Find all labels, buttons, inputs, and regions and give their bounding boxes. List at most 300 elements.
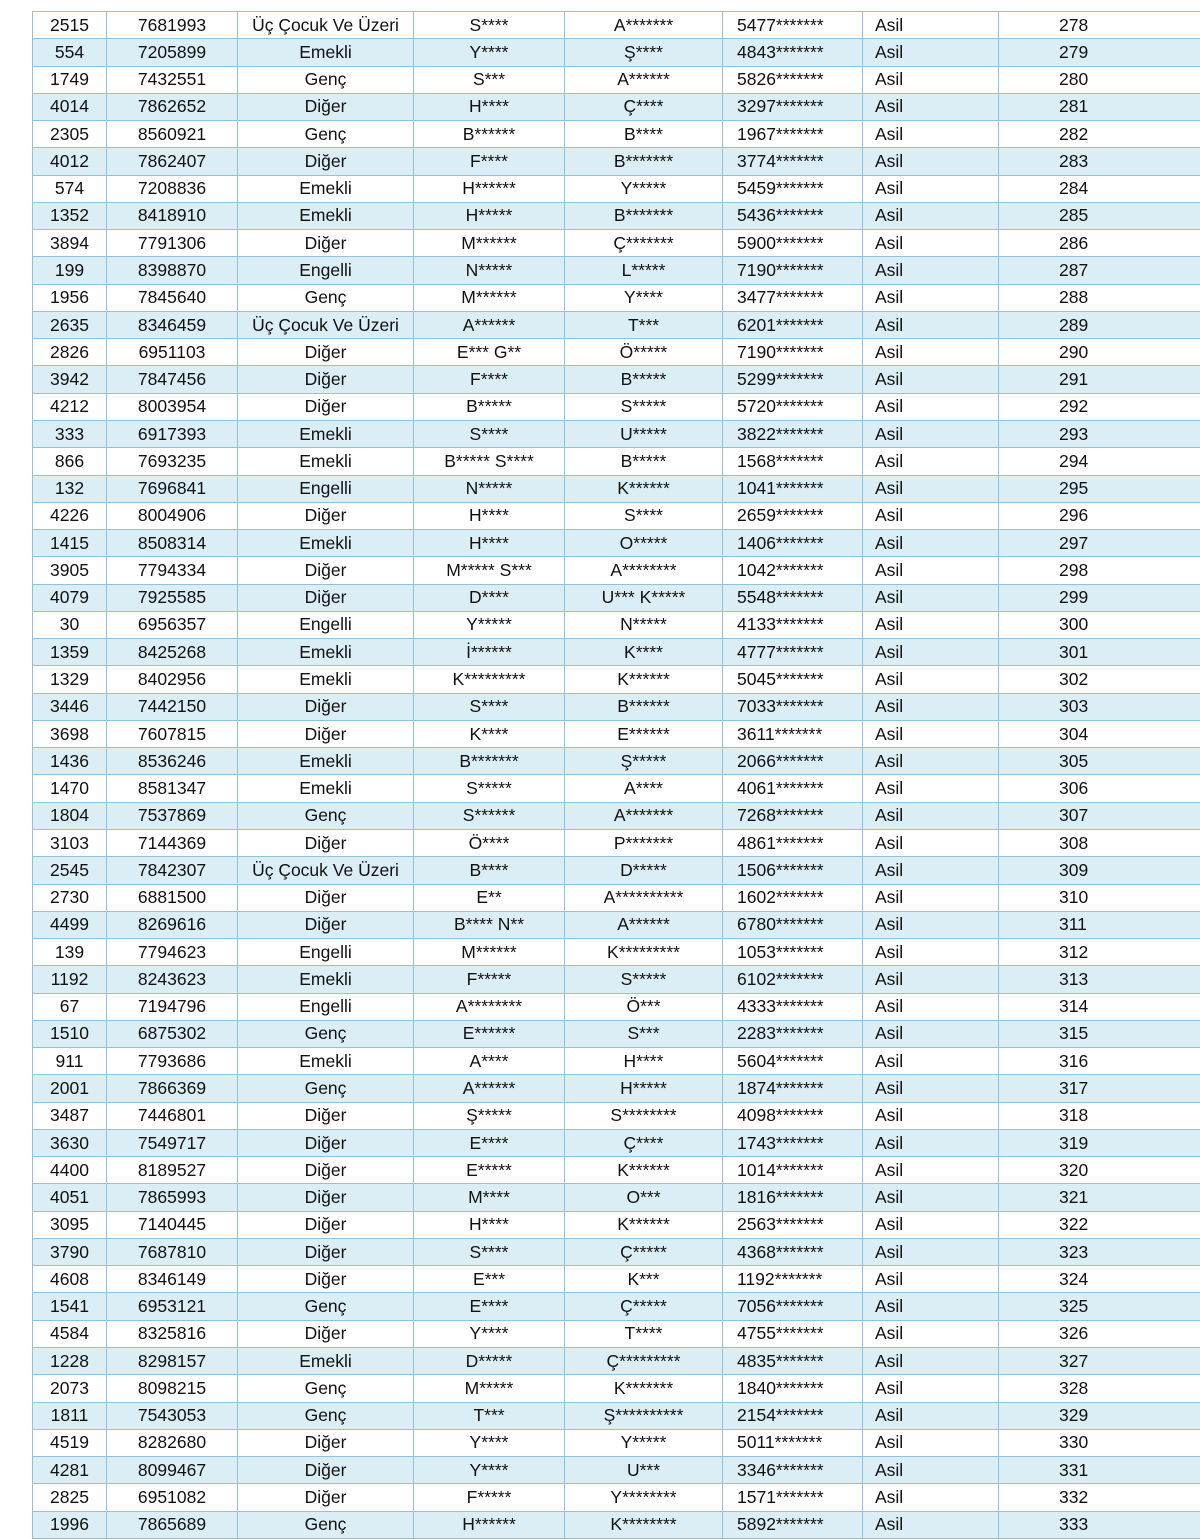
tc-no-cell: 7268******* xyxy=(723,802,863,829)
soyad-cell: U*** K***** xyxy=(565,584,723,611)
kategori-cell: Emekli xyxy=(238,448,414,475)
basvuru-no-cell: 8536246 xyxy=(107,748,238,775)
sonuc-sira-cell: 301 xyxy=(999,639,1200,666)
basvuru-no-cell: 7208836 xyxy=(107,175,238,202)
sonuc-sira-cell: 308 xyxy=(999,829,1200,856)
kategori-cell: Genç xyxy=(238,1511,414,1538)
table-row xyxy=(33,775,1200,802)
table-row xyxy=(33,393,1200,420)
sira-cell: 3790 xyxy=(33,1238,107,1265)
table-row xyxy=(33,121,1200,148)
sira-cell: 3894 xyxy=(33,230,107,257)
soyad-cell: B****** xyxy=(565,693,723,720)
kategori-cell: Emekli xyxy=(238,202,414,229)
kategori-cell: Diğer xyxy=(238,1129,414,1156)
sonuc-sira-cell: 298 xyxy=(999,557,1200,584)
sira-cell: 911 xyxy=(33,1048,107,1075)
kategori-cell: Diğer xyxy=(238,829,414,856)
tc-no-cell: 1571******* xyxy=(723,1484,863,1511)
table-row xyxy=(33,148,1200,175)
ad-cell: Ö**** xyxy=(414,829,565,856)
sonuc-sira-cell: 323 xyxy=(999,1238,1200,1265)
sonuc-sira-cell: 311 xyxy=(999,911,1200,938)
basvuru-no-cell: 7791306 xyxy=(107,230,238,257)
sira-cell: 4281 xyxy=(33,1457,107,1484)
sira-cell: 4400 xyxy=(33,1157,107,1184)
ad-cell: S*** xyxy=(414,66,565,93)
sira-cell: 2001 xyxy=(33,1075,107,1102)
sonuc-sira-cell: 278 xyxy=(999,12,1200,39)
sira-cell: 2515 xyxy=(33,12,107,39)
tc-no-cell: 1874******* xyxy=(723,1075,863,1102)
soyad-cell: P******* xyxy=(565,829,723,856)
table-row xyxy=(33,1429,1200,1456)
ad-cell: H**** xyxy=(414,502,565,529)
durum-cell: Asil xyxy=(863,1320,999,1347)
sonuc-sira-cell: 297 xyxy=(999,530,1200,557)
tc-no-cell: 1014******* xyxy=(723,1157,863,1184)
ad-cell: M****** xyxy=(414,230,565,257)
kategori-cell: Genç xyxy=(238,121,414,148)
sira-cell: 4212 xyxy=(33,393,107,420)
soyad-cell: Ş********** xyxy=(565,1402,723,1429)
sonuc-sira-cell: 294 xyxy=(999,448,1200,475)
durum-cell: Asil xyxy=(863,1020,999,1047)
durum-cell: Asil xyxy=(863,1266,999,1293)
ad-cell: H**** xyxy=(414,1211,565,1238)
basvuru-no-cell: 7687810 xyxy=(107,1238,238,1265)
kategori-cell: Diğer xyxy=(238,230,414,257)
soyad-cell: Ç**** xyxy=(565,1129,723,1156)
kategori-cell: Diğer xyxy=(238,93,414,120)
ad-cell: B**** N** xyxy=(414,911,565,938)
durum-cell: Asil xyxy=(863,1075,999,1102)
sira-cell: 1510 xyxy=(33,1020,107,1047)
ad-cell: M**** xyxy=(414,1184,565,1211)
sonuc-sira-cell: 319 xyxy=(999,1129,1200,1156)
durum-cell: Asil xyxy=(863,93,999,120)
kategori-cell: Üç Çocuk Ve Üzeri xyxy=(238,857,414,884)
tc-no-cell: 5604******* xyxy=(723,1048,863,1075)
basvuru-no-cell: 7681993 xyxy=(107,12,238,39)
ad-cell: H**** xyxy=(414,93,565,120)
soyad-cell: S***** xyxy=(565,393,723,420)
kategori-cell: Diğer xyxy=(238,1211,414,1238)
tc-no-cell: 5477******* xyxy=(723,12,863,39)
kategori-cell: Diğer xyxy=(238,1266,414,1293)
soyad-cell: S******** xyxy=(565,1102,723,1129)
soyad-cell: E****** xyxy=(565,720,723,747)
ad-cell: A****** xyxy=(414,311,565,338)
sira-cell: 554 xyxy=(33,39,107,66)
sonuc-sira-cell: 320 xyxy=(999,1157,1200,1184)
table-row xyxy=(33,39,1200,66)
kategori-cell: Engelli xyxy=(238,475,414,502)
sonuc-sira-cell: 286 xyxy=(999,230,1200,257)
ad-cell: K**** xyxy=(414,720,565,747)
kategori-cell: Emekli xyxy=(238,1048,414,1075)
table-row xyxy=(33,420,1200,447)
tc-no-cell: 2563******* xyxy=(723,1211,863,1238)
table-row xyxy=(33,1048,1200,1075)
soyad-cell: Ç********* xyxy=(565,1348,723,1375)
soyad-cell: H***** xyxy=(565,1075,723,1102)
ad-cell: H***** xyxy=(414,202,565,229)
sira-cell: 1192 xyxy=(33,966,107,993)
kategori-cell: Engelli xyxy=(238,993,414,1020)
soyad-cell: B***** xyxy=(565,366,723,393)
sira-cell: 3630 xyxy=(33,1129,107,1156)
basvuru-no-cell: 8581347 xyxy=(107,775,238,802)
soyad-cell: Ç***** xyxy=(565,1238,723,1265)
ad-cell: T*** xyxy=(414,1402,565,1429)
sira-cell: 2073 xyxy=(33,1375,107,1402)
sonuc-sira-cell: 317 xyxy=(999,1075,1200,1102)
tc-no-cell: 1506******* xyxy=(723,857,863,884)
basvuru-no-cell: 8098215 xyxy=(107,1375,238,1402)
sira-cell: 1541 xyxy=(33,1293,107,1320)
sira-cell: 3446 xyxy=(33,693,107,720)
durum-cell: Asil xyxy=(863,148,999,175)
ad-cell: Y**** xyxy=(414,1429,565,1456)
kategori-cell: Emekli xyxy=(238,420,414,447)
soyad-cell: K******** xyxy=(565,1511,723,1538)
sonuc-sira-cell: 284 xyxy=(999,175,1200,202)
durum-cell: Asil xyxy=(863,720,999,747)
basvuru-no-cell: 8346459 xyxy=(107,311,238,338)
table-row xyxy=(33,1020,1200,1047)
ad-cell: B**** xyxy=(414,857,565,884)
basvuru-no-cell: 7794623 xyxy=(107,939,238,966)
kategori-cell: Diğer xyxy=(238,1238,414,1265)
kategori-cell: Genç xyxy=(238,802,414,829)
durum-cell: Asil xyxy=(863,366,999,393)
tc-no-cell: 1041******* xyxy=(723,475,863,502)
kategori-cell: Emekli xyxy=(238,639,414,666)
sira-cell: 4014 xyxy=(33,93,107,120)
soyad-cell: U***** xyxy=(565,420,723,447)
soyad-cell: K****** xyxy=(565,1157,723,1184)
sonuc-sira-cell: 330 xyxy=(999,1429,1200,1456)
table-row xyxy=(33,857,1200,884)
basvuru-no-cell: 7696841 xyxy=(107,475,238,502)
sira-cell: 1436 xyxy=(33,748,107,775)
ad-cell: M****** xyxy=(414,284,565,311)
kategori-cell: Diğer xyxy=(238,1184,414,1211)
sonuc-sira-cell: 321 xyxy=(999,1184,1200,1211)
table-row xyxy=(33,1511,1200,1538)
tc-no-cell: 6780******* xyxy=(723,911,863,938)
basvuru-no-cell: 7862652 xyxy=(107,93,238,120)
sira-cell: 4584 xyxy=(33,1320,107,1347)
tc-no-cell: 5720******* xyxy=(723,393,863,420)
results-table xyxy=(32,11,1200,1539)
ad-cell: S****** xyxy=(414,802,565,829)
ad-cell: S**** xyxy=(414,693,565,720)
sonuc-sira-cell: 283 xyxy=(999,148,1200,175)
soyad-cell: S***** xyxy=(565,966,723,993)
sonuc-sira-cell: 331 xyxy=(999,1457,1200,1484)
sonuc-sira-cell: 316 xyxy=(999,1048,1200,1075)
sonuc-sira-cell: 300 xyxy=(999,611,1200,638)
sira-cell: 1804 xyxy=(33,802,107,829)
kategori-cell: Emekli xyxy=(238,1348,414,1375)
basvuru-no-cell: 8398870 xyxy=(107,257,238,284)
soyad-cell: S*** xyxy=(565,1020,723,1047)
durum-cell: Asil xyxy=(863,611,999,638)
soyad-cell: S**** xyxy=(565,502,723,529)
kategori-cell: Üç Çocuk Ve Üzeri xyxy=(238,12,414,39)
table-row xyxy=(33,557,1200,584)
basvuru-no-cell: 7794334 xyxy=(107,557,238,584)
durum-cell: Asil xyxy=(863,393,999,420)
basvuru-no-cell: 8004906 xyxy=(107,502,238,529)
sonuc-sira-cell: 304 xyxy=(999,720,1200,747)
ad-cell: M***** S*** xyxy=(414,557,565,584)
basvuru-no-cell: 7862407 xyxy=(107,148,238,175)
table-row xyxy=(33,475,1200,502)
table-row xyxy=(33,1375,1200,1402)
basvuru-no-cell: 7205899 xyxy=(107,39,238,66)
basvuru-no-cell: 8346149 xyxy=(107,1266,238,1293)
kategori-cell: Diğer xyxy=(238,911,414,938)
tc-no-cell: 5299******* xyxy=(723,366,863,393)
sira-cell: 67 xyxy=(33,993,107,1020)
sira-cell: 3942 xyxy=(33,366,107,393)
sira-cell: 1359 xyxy=(33,639,107,666)
tc-no-cell: 7190******* xyxy=(723,339,863,366)
kategori-cell: Emekli xyxy=(238,748,414,775)
durum-cell: Asil xyxy=(863,1511,999,1538)
tc-no-cell: 5436******* xyxy=(723,202,863,229)
sonuc-sira-cell: 318 xyxy=(999,1102,1200,1129)
sonuc-sira-cell: 282 xyxy=(999,121,1200,148)
soyad-cell: K********* xyxy=(565,939,723,966)
ad-cell: Y**** xyxy=(414,1457,565,1484)
basvuru-no-cell: 8560921 xyxy=(107,121,238,148)
sonuc-sira-cell: 332 xyxy=(999,1484,1200,1511)
kategori-cell: Genç xyxy=(238,1293,414,1320)
soyad-cell: B******* xyxy=(565,148,723,175)
soyad-cell: Ö*** xyxy=(565,993,723,1020)
sira-cell: 1329 xyxy=(33,666,107,693)
sira-cell: 1811 xyxy=(33,1402,107,1429)
ad-cell: H****** xyxy=(414,175,565,202)
tc-no-cell: 3822******* xyxy=(723,420,863,447)
sonuc-sira-cell: 314 xyxy=(999,993,1200,1020)
basvuru-no-cell: 7793686 xyxy=(107,1048,238,1075)
soyad-cell: Y***** xyxy=(565,175,723,202)
sonuc-sira-cell: 285 xyxy=(999,202,1200,229)
soyad-cell: Ç**** xyxy=(565,93,723,120)
sonuc-sira-cell: 288 xyxy=(999,284,1200,311)
basvuru-no-cell: 7925585 xyxy=(107,584,238,611)
ad-cell: E**** xyxy=(414,1293,565,1320)
tc-no-cell: 4098******* xyxy=(723,1102,863,1129)
sira-cell: 1352 xyxy=(33,202,107,229)
ad-cell: A****** xyxy=(414,1075,565,1102)
sira-cell: 2730 xyxy=(33,884,107,911)
table-row xyxy=(33,311,1200,338)
durum-cell: Asil xyxy=(863,502,999,529)
sira-cell: 132 xyxy=(33,475,107,502)
tc-no-cell: 5459******* xyxy=(723,175,863,202)
tc-no-cell: 4835******* xyxy=(723,1348,863,1375)
sira-cell: 3698 xyxy=(33,720,107,747)
sonuc-sira-cell: 289 xyxy=(999,311,1200,338)
ad-cell: A******** xyxy=(414,993,565,1020)
tc-no-cell: 7190******* xyxy=(723,257,863,284)
durum-cell: Asil xyxy=(863,1184,999,1211)
kategori-cell: Emekli xyxy=(238,775,414,802)
sonuc-sira-cell: 324 xyxy=(999,1266,1200,1293)
basvuru-no-cell: 8325816 xyxy=(107,1320,238,1347)
soyad-cell: Ö***** xyxy=(565,339,723,366)
ad-cell: D***** xyxy=(414,1348,565,1375)
sonuc-sira-cell: 280 xyxy=(999,66,1200,93)
ad-cell: Y**** xyxy=(414,39,565,66)
ad-cell: N***** xyxy=(414,475,565,502)
ad-cell: B***** S**** xyxy=(414,448,565,475)
soyad-cell: O*** xyxy=(565,1184,723,1211)
table-row xyxy=(33,175,1200,202)
sira-cell: 4051 xyxy=(33,1184,107,1211)
table-row xyxy=(33,1211,1200,1238)
soyad-cell: O***** xyxy=(565,530,723,557)
ad-cell: H****** xyxy=(414,1511,565,1538)
tc-no-cell: 5011******* xyxy=(723,1429,863,1456)
basvuru-no-cell: 8243623 xyxy=(107,966,238,993)
ad-cell: S***** xyxy=(414,775,565,802)
ad-cell: H**** xyxy=(414,530,565,557)
durum-cell: Asil xyxy=(863,1238,999,1265)
sira-cell: 4226 xyxy=(33,502,107,529)
kategori-cell: Genç xyxy=(238,66,414,93)
sira-cell: 4519 xyxy=(33,1429,107,1456)
soyad-cell: A******** xyxy=(565,557,723,584)
table-row xyxy=(33,748,1200,775)
tc-no-cell: 4843******* xyxy=(723,39,863,66)
kategori-cell: Diğer xyxy=(238,366,414,393)
basvuru-no-cell: 8425268 xyxy=(107,639,238,666)
durum-cell: Asil xyxy=(863,1211,999,1238)
durum-cell: Asil xyxy=(863,1157,999,1184)
durum-cell: Asil xyxy=(863,911,999,938)
sira-cell: 2635 xyxy=(33,311,107,338)
tc-no-cell: 7033******* xyxy=(723,693,863,720)
basvuru-no-cell: 7842307 xyxy=(107,857,238,884)
ad-cell: Ş***** xyxy=(414,1102,565,1129)
tc-no-cell: 1568******* xyxy=(723,448,863,475)
durum-cell: Asil xyxy=(863,339,999,366)
durum-cell: Asil xyxy=(863,12,999,39)
soyad-cell: Ş**** xyxy=(565,39,723,66)
durum-cell: Asil xyxy=(863,557,999,584)
basvuru-no-cell: 8189527 xyxy=(107,1157,238,1184)
durum-cell: Asil xyxy=(863,121,999,148)
ad-cell: İ****** xyxy=(414,639,565,666)
sira-cell: 1470 xyxy=(33,775,107,802)
sonuc-sira-cell: 290 xyxy=(999,339,1200,366)
tc-no-cell: 1192******* xyxy=(723,1266,863,1293)
tc-no-cell: 2154******* xyxy=(723,1402,863,1429)
durum-cell: Asil xyxy=(863,311,999,338)
basvuru-no-cell: 6917393 xyxy=(107,420,238,447)
soyad-cell: T**** xyxy=(565,1320,723,1347)
sonuc-sira-cell: 293 xyxy=(999,420,1200,447)
sonuc-sira-cell: 329 xyxy=(999,1402,1200,1429)
tc-no-cell: 1053******* xyxy=(723,939,863,966)
kategori-cell: Diğer xyxy=(238,339,414,366)
ad-cell: B******* xyxy=(414,748,565,775)
results-table-body xyxy=(33,12,1200,1539)
durum-cell: Asil xyxy=(863,1375,999,1402)
basvuru-no-cell: 7442150 xyxy=(107,693,238,720)
table-row xyxy=(33,66,1200,93)
sira-cell: 1749 xyxy=(33,66,107,93)
kategori-cell: Diğer xyxy=(238,1457,414,1484)
tc-no-cell: 4755******* xyxy=(723,1320,863,1347)
ad-cell: S**** xyxy=(414,12,565,39)
sonuc-sira-cell: 296 xyxy=(999,502,1200,529)
ad-cell: E*** xyxy=(414,1266,565,1293)
table-row xyxy=(33,611,1200,638)
kategori-cell: Emekli xyxy=(238,175,414,202)
table-row xyxy=(33,1157,1200,1184)
soyad-cell: U*** xyxy=(565,1457,723,1484)
table-row xyxy=(33,966,1200,993)
durum-cell: Asil xyxy=(863,966,999,993)
kategori-cell: Diğer xyxy=(238,584,414,611)
table-row xyxy=(33,802,1200,829)
table-row xyxy=(33,666,1200,693)
ad-cell: F***** xyxy=(414,966,565,993)
basvuru-no-cell: 6881500 xyxy=(107,884,238,911)
sonuc-sira-cell: 327 xyxy=(999,1348,1200,1375)
durum-cell: Asil xyxy=(863,939,999,966)
sonuc-sira-cell: 292 xyxy=(999,393,1200,420)
sonuc-sira-cell: 302 xyxy=(999,666,1200,693)
durum-cell: Asil xyxy=(863,530,999,557)
sonuc-sira-cell: 326 xyxy=(999,1320,1200,1347)
tc-no-cell: 4861******* xyxy=(723,829,863,856)
table-row xyxy=(33,502,1200,529)
soyad-cell: B******* xyxy=(565,202,723,229)
tc-no-cell: 3611******* xyxy=(723,720,863,747)
table-row xyxy=(33,1102,1200,1129)
tc-no-cell: 5045******* xyxy=(723,666,863,693)
table-row xyxy=(33,339,1200,366)
ad-cell: F**** xyxy=(414,148,565,175)
kategori-cell: Emekli xyxy=(238,666,414,693)
sira-cell: 1415 xyxy=(33,530,107,557)
durum-cell: Asil xyxy=(863,666,999,693)
basvuru-no-cell: 6951082 xyxy=(107,1484,238,1511)
table-row xyxy=(33,530,1200,557)
table-row xyxy=(33,829,1200,856)
durum-cell: Asil xyxy=(863,584,999,611)
durum-cell: Asil xyxy=(863,175,999,202)
table-row xyxy=(33,284,1200,311)
soyad-cell: K**** xyxy=(565,639,723,666)
ad-cell: N***** xyxy=(414,257,565,284)
table-row xyxy=(33,230,1200,257)
basvuru-no-cell: 7865689 xyxy=(107,1511,238,1538)
ad-cell: B****** xyxy=(414,121,565,148)
sonuc-sira-cell: 333 xyxy=(999,1511,1200,1538)
durum-cell: Asil xyxy=(863,1048,999,1075)
durum-cell: Asil xyxy=(863,257,999,284)
